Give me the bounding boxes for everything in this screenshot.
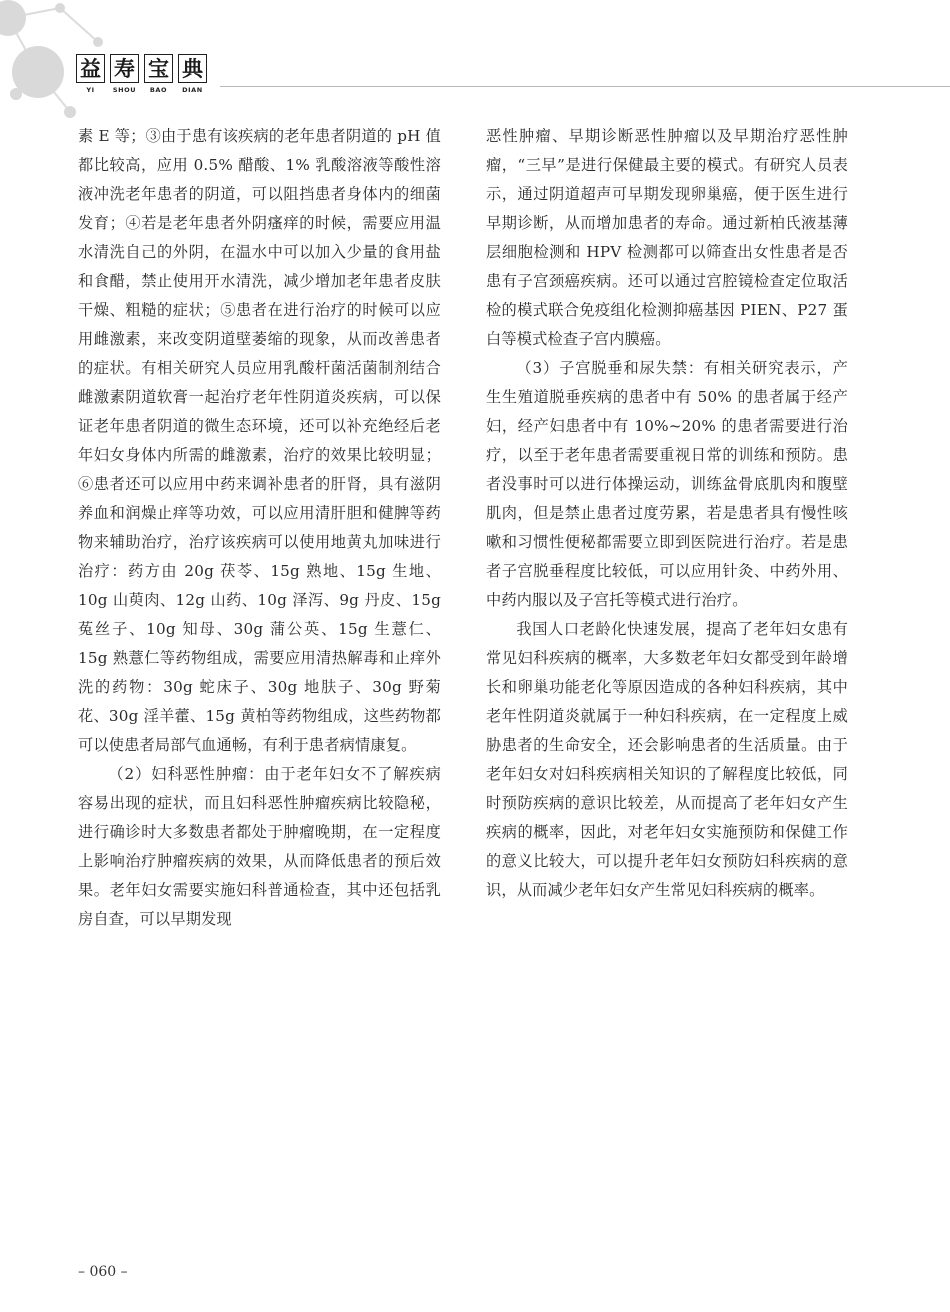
header-rule <box>220 86 950 87</box>
paragraph: （3）子宫脱垂和尿失禁：有相关研究表示，产生生殖道脱垂疾病的患者中有 50% 的患者属于经产妇，经产妇患者中有 10%~20% 的患者需要进行治疗，以至于老年患者需要重视日常的训练和预防。患者没事时可以进行体操运动，训练盆骨底肌肉和腹壁肌肉，但是禁止患者过度劳累，若是患者具有慢性咳嗽和习惯性便秘都需要立即到医院进行治疗。若是患者子宫脱垂程度比较低，可以应用针灸、中药外用、中药内服以及子宫托等模式进行治疗。 <box>486 359 848 609</box>
left-column <box>78 122 441 934</box>
right-column <box>486 122 848 905</box>
paragraph: （2）妇科恶性肿瘤：由于老年妇女不了解疾病容易出现的症状，而且妇科恶性肿瘤疾病比较隐秘，进行确诊时大多数患者都处于肿瘤晚期，在一定程度上影响治疗肿瘤疾病的效果，从而降低患者的预后效果。老年妇女需要实施妇科普通检查，其中还包括乳房自查，可以早期发现 <box>78 765 441 928</box>
molecule-node <box>93 37 103 47</box>
logo-char: 典 <box>178 54 207 83</box>
logo-chars <box>76 54 207 83</box>
molecule-node <box>64 106 76 118</box>
molecule-node <box>0 0 26 36</box>
logo-pinyin <box>76 86 207 94</box>
logo-char: 益 <box>76 54 105 83</box>
logo-pinyin-syllable: SHOU <box>112 86 137 94</box>
paragraph: 素 E 等；③由于患有该疾病的老年患者阴道的 pH 值都比较高，应用 0.5% 醋酸、1% 乳酸溶液等酸性溶液冲洗老年患者的阴道，可以阻挡患者身体内的细菌发育；④若是老年患者外阴瘙痒的时候，需要应用温水清洗自己的外阴，在温水中可以加入少量的食用盐和食醋，禁止使用开水清洗，减少增加老年患者皮肤干燥、粗糙的症状；⑤患者在进行治疗的时候可以应用雌激素，来改变阴道壁萎缩的现象，从而改善患者的症状。有相关研究人员应用乳酸杆菌活菌制剂结合雌激素阴道软膏一起治疗老年性阴道炎疾病，可以保证老年患者阴道的微生态环境，还可以补充绝经后老年妇女身体内所需的雌激素，治疗的效果比较明显；⑥患者还可以应用中药来调补患者的肝肾，具有滋阴养血和润燥止痒等功效，可以应用清肝胆和健脾等药物来辅助治疗，治疗该疾病可以使用地黄丸加味进行治疗：药方由 20g 茯苓、15g 熟地、15g 生地、10g 山萸肉、12g 山药、10g 泽泻、9g 丹皮、15g 菟丝子、10g 知母、30g 蒲公英、15g 生薏仁、15g 熟薏仁等药物组成，需要应用清热解毒和止痒外洗的药物：30g 蛇床子、30g 地肤子、30g 野菊花、30g 淫羊藿、15g 黄柏等药物组成，这些药物都可以使患者局部气血通畅，有利于患者病情康复。 <box>78 127 441 754</box>
logo-pinyin-syllable: YI <box>86 86 95 94</box>
magazine-logo <box>76 54 207 94</box>
page-number: – 060 – <box>78 1264 128 1280</box>
logo-pinyin-syllable: BAO <box>149 86 168 94</box>
logo-char: 寿 <box>110 54 139 83</box>
molecule-node <box>10 88 22 100</box>
paragraph: 我国人口老龄化快速发展，提高了老年妇女患有常见妇科疾病的概率，大多数老年妇女都受到年龄增长和卵巢功能老化等原因造成的各种妇科疾病，其中老年性阴道炎就属于一种妇科疾病，在一定程度上威胁患者的生命安全，还会影响患者的生活质量。由于老年妇女对妇科疾病相关知识的了解程度比较低，同时预防疾病的意识比较差，从而提高了老年妇女产生疾病的概率，因此，对老年妇女实施预防和保健工作的意义比较大，可以提升老年妇女预防妇科疾病的意识，从而减少老年妇女产生常见妇科疾病的概率。 <box>486 620 848 899</box>
molecule-node <box>55 3 65 13</box>
paragraph: 恶性肿瘤、早期诊断恶性肿瘤以及早期治疗恶性肿瘤，“三早”是进行保健最主要的模式。有研究人员表示，通过阴道超声可早期发现卵巢癌，便于医生进行早期诊断，从而增加患者的寿命。通过新柏氏液基薄层细胞检测和 HPV 检测都可以筛查出女性患者是否患有子宫颈癌疾病。还可以通过宫腔镜检查定位取活检的模式联合免疫组化检测抑癌基因 PIEN、P27 蛋白等模式检查子宫内膜癌。 <box>486 127 848 348</box>
logo-pinyin-syllable: DIAN <box>182 86 203 94</box>
logo-char: 宝 <box>144 54 173 83</box>
